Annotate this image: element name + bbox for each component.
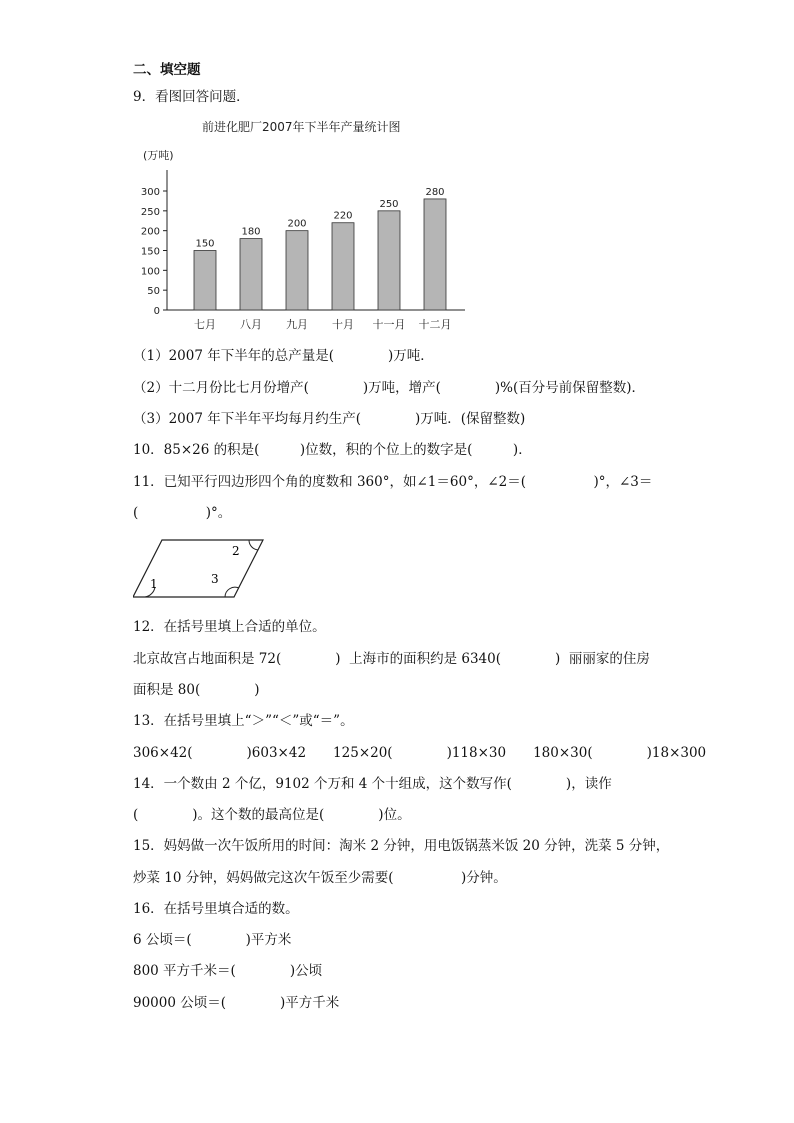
angle-label-3: 3: [211, 572, 219, 586]
question-9-sub3: （3）2007 年下半年平均每月约生产( )万吨．(保留整数): [133, 411, 526, 427]
question-16-line2: 800 平方千米＝( )公顷: [133, 963, 323, 979]
question-9-sub1: （1）2007 年下半年的总产量是( )万吨．: [133, 348, 434, 364]
chart-data-label: 150: [195, 238, 215, 250]
chart-bar: [332, 223, 354, 310]
question-13-line1: 306×42( )603×42 125×20( )118×30 180×30( )18×300: [133, 745, 707, 761]
chart-bar: [378, 211, 400, 310]
chart-data-label: 250: [379, 198, 399, 210]
chart-data-label: 280: [425, 186, 445, 198]
chart-y-tick-label: 0: [153, 306, 160, 317]
question-12-line2: 面积是 80( ): [133, 682, 260, 698]
parallelogram-figure: [133, 538, 273, 606]
question-10: 10．85×26 的积是( )位数，积的个位上的数字是( )．: [133, 442, 532, 458]
question-16-line3: 90000 公顷＝( )平方千米: [133, 995, 340, 1011]
chart-bar: [194, 251, 216, 311]
question-15-line2: 炒菜 10 分钟，妈妈做完这次午饭至少需要( )分钟。: [133, 870, 507, 886]
chart-x-tick-label: 十一月: [372, 318, 406, 331]
chart-bar: [240, 239, 262, 310]
chart-y-axis-label: (万吨): [143, 149, 174, 162]
question-11-line2: ( )°。: [133, 505, 232, 521]
chart-x-tick-label: 八月: [240, 318, 262, 331]
question-16-stem: 16．在括号里填合适的数。: [133, 901, 299, 917]
chart-x-tick-label: 十二月: [418, 318, 452, 331]
chart-y-tick-label: 250: [140, 206, 160, 218]
chart-y-tick-label: 100: [140, 266, 160, 278]
question-14-line1: 14．一个数由 2 个亿，9102 个万和 4 个十组成，这个数写作( )，读作: [133, 776, 612, 792]
chart-x-tick-label: 九月: [286, 318, 308, 331]
question-14-line2: ( )。这个数的最高位是( )位。: [133, 807, 411, 823]
question-11-line1: 11．已知平行四边形四个角的度数和 360°，如∠1＝60°，∠2＝( )°，∠3＝: [133, 474, 653, 490]
chart-bar: [424, 199, 446, 310]
chart-y-tick-label: 50: [147, 286, 160, 298]
question-12-stem: 12．在括号里填上合适的单位。: [133, 619, 326, 635]
chart-y-tick-label: 200: [140, 226, 160, 238]
question-9-stem: 9．看图回答问题．: [133, 89, 250, 105]
question-12-line1: 北京故宫占地面积是 72( ) 上海市的面积约是 6340( ) 丽丽家的住房: [133, 651, 650, 667]
chart-y-tick-label: 300: [140, 187, 160, 198]
question-16-line1: 6 公顷＝( )平方米: [133, 932, 292, 948]
section-title: 二、填空题: [133, 62, 201, 78]
chart-x-tick-label: 七月: [194, 318, 216, 331]
question-13-stem: 13．在括号里填上“＞”“＜”或“＝”。: [133, 713, 354, 729]
bar-chart: [130, 112, 470, 342]
angle-label-2: 2: [232, 544, 240, 558]
chart-bar: [286, 231, 308, 310]
angle-2-arc: [249, 540, 258, 550]
question-15-line1: 15．妈妈做一次午饭所用的时间：淘米 2 分钟，用电饭锅蒸米饭 20 分钟，洗菜 5 分钟，: [133, 838, 670, 854]
bar-chart-svg: [130, 112, 470, 342]
chart-data-label: 180: [241, 226, 261, 238]
chart-title: 前进化肥厂2007年下半年产量统计图: [202, 120, 401, 134]
question-9-sub2: （2）十二月份比七月份增产( )万吨，增产( )%(百分号前保留整数)．: [133, 380, 646, 396]
chart-data-label: 200: [287, 218, 307, 230]
angle-label-1: 1: [150, 577, 158, 591]
chart-y-tick-label: 150: [140, 246, 160, 258]
chart-data-label: 220: [333, 210, 353, 222]
chart-x-tick-label: 十月: [332, 318, 354, 331]
